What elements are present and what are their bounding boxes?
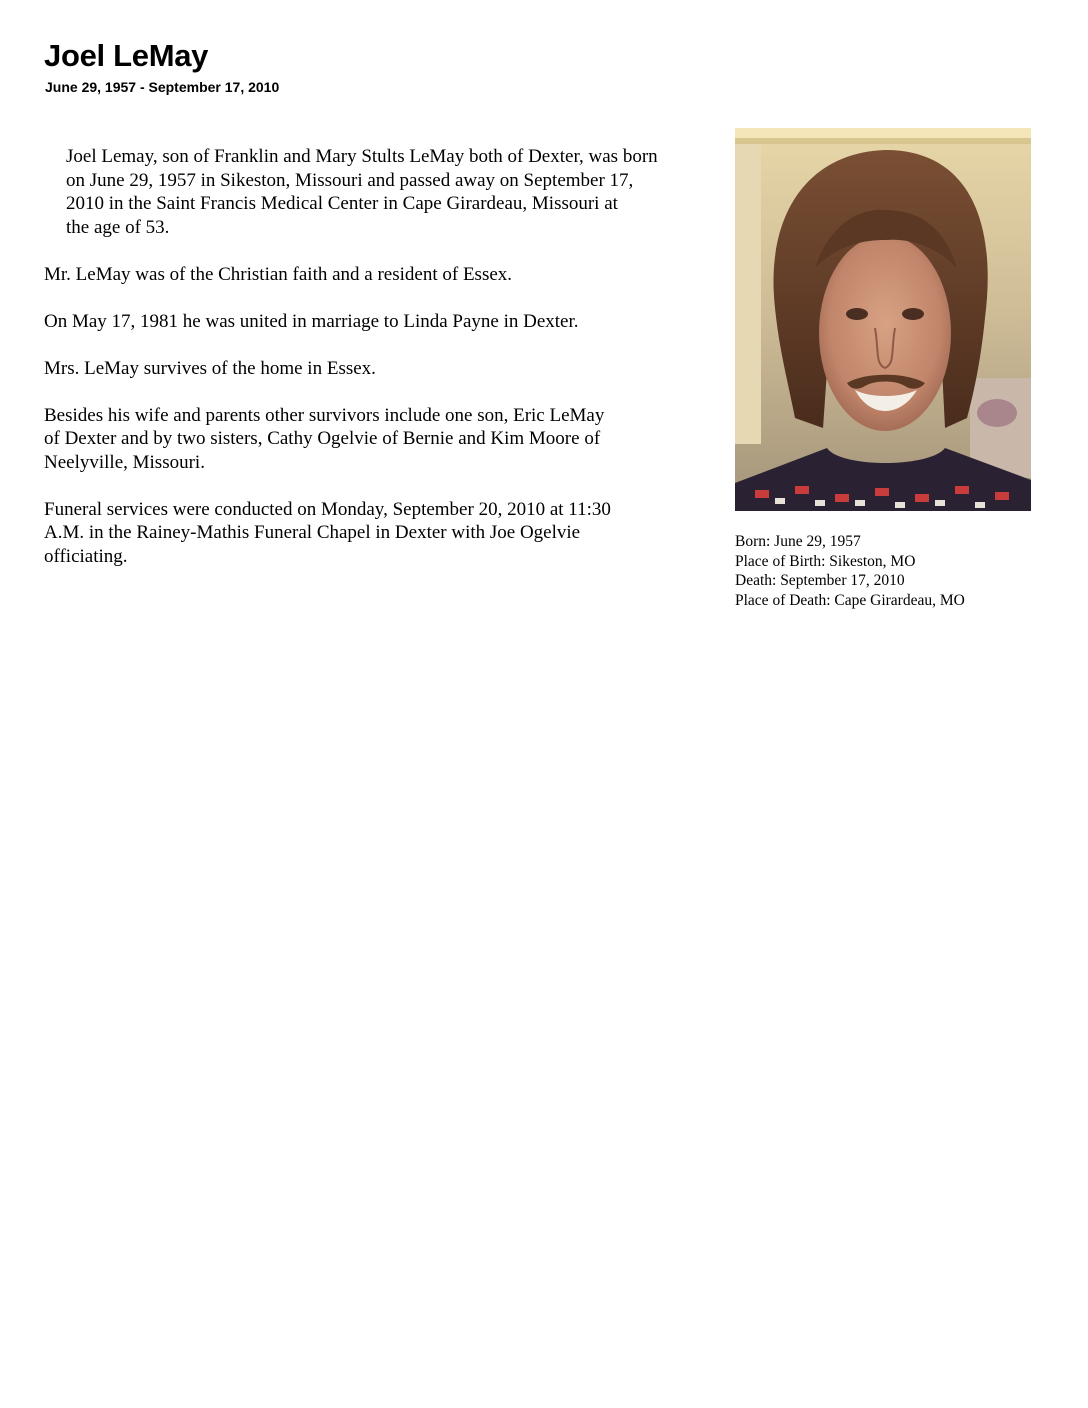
portrait-illustration: [735, 128, 1031, 511]
text-line: Besides his wife and parents other survivors include one son, Eric LeMay: [44, 404, 605, 426]
obituary-paragraph: [44, 404, 736, 475]
obituary-paragraph: [44, 498, 736, 569]
born-date: Born: June 29, 1957: [735, 533, 861, 550]
text-line: Joel Lemay, son of Franklin and Mary Stults LeMay both of Dexter, was born: [66, 146, 658, 167]
death-date: Death: September 17, 2010: [735, 572, 905, 589]
text-line: A.M. in the Rainey-Mathis Funeral Chapel in Dexter with Joe Ogelvie: [44, 522, 581, 543]
obituary-paragraph: Mrs. LeMay survives of the home in Essex.: [44, 357, 376, 379]
text-line: 2010 in the Saint Francis Medical Center in Cape Girardeau, Missouri at: [66, 193, 618, 214]
text-line: Funeral services were conducted on Monday, September 20, 2010 at 11:30: [44, 498, 611, 520]
obituary-paragraph: On May 17, 1981 he was united in marriage to Linda Payne in Dexter.: [44, 310, 579, 332]
obituary-text: [44, 145, 736, 592]
obituary-paragraph: [44, 145, 736, 239]
portrait-photo: [735, 128, 1031, 511]
text-line: the age of 53.: [66, 216, 170, 238]
text-line: on June 29, 1957 in Sikeston, Missouri and passed away on September 17,: [66, 169, 634, 191]
place-of-birth: Place of Birth: Sikeston, MO: [735, 552, 916, 570]
vital-facts: [735, 532, 965, 610]
obituary-paragraph: Mr. LeMay was of the Christian faith and a resident of Essex.: [44, 263, 513, 285]
place-of-death: Place of Death: Cape Girardeau, MO: [735, 591, 965, 609]
life-dates: June 29, 1957 - September 17, 2010: [45, 79, 280, 95]
text-line: officiating.: [44, 545, 128, 567]
text-line: of Dexter and by two sisters, Cathy Ogelvie of Bernie and Kim Moore of: [44, 428, 601, 449]
page-title: Joel LeMay: [44, 38, 209, 73]
text-line: Neelyville, Missouri.: [44, 451, 205, 473]
